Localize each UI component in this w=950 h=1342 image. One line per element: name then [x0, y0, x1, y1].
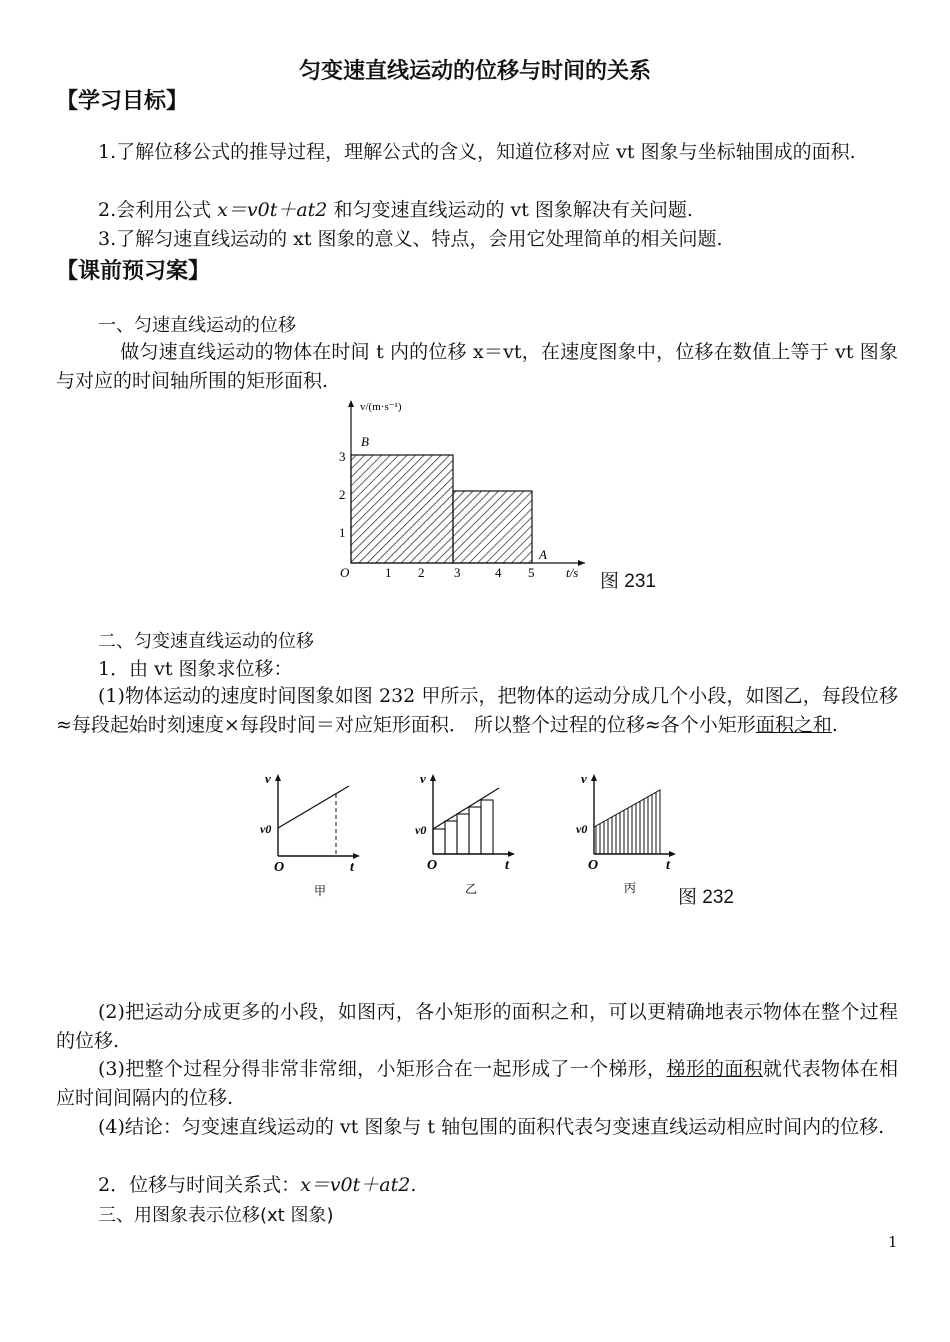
b-bar-5: [481, 800, 493, 854]
t-axis-arrow-icon: [578, 560, 585, 566]
c-v-label: v: [581, 771, 587, 786]
goal-1-text: 1.了解位移公式的推导过程，理解公式的含义，知道位移对应 vt 图象与坐标轴围成的面积.: [98, 141, 856, 163]
a-origin: O: [274, 860, 285, 875]
a-t-label: t: [350, 860, 354, 875]
figure-232-c: [570, 768, 680, 898]
figure-231: [330, 396, 600, 586]
fig231-ytick-3: 3: [339, 449, 346, 464]
section-preview: 【课前预习案】: [56, 259, 211, 284]
section-learning-goals: 【学习目标】: [56, 89, 189, 114]
b-v-arrow-icon: [430, 774, 436, 781]
part2-p1-text: (1)物体运动的速度时间图象如图 232 甲所示，把物体的运动分成几个小段，如图乙，每段位移≈每段起始时刻速度×每段时间＝对应矩形面积． 所以整个过程的位移≈各个小矩形: [56, 685, 898, 736]
goal-1: [56, 138, 898, 167]
fig231-xtick-1: 1: [385, 565, 392, 580]
b-t-arrow-icon: [508, 851, 515, 857]
fig231-ytick-2: 2: [339, 487, 346, 502]
part2-p2-text: (2)把运动分成更多的小段，如图丙，各小矩形的面积之和，可以更精确地表示物体在整个过程的位移.: [56, 1001, 898, 1052]
b-bar-2: [445, 821, 457, 854]
c-trapezoid-area: [594, 790, 660, 854]
part2-p1: [56, 682, 898, 740]
goal-3: [56, 225, 898, 254]
fig231-ytick-1: 1: [339, 525, 346, 540]
fig231-label-b: B: [361, 434, 369, 449]
fig231-label-a: A: [539, 547, 547, 562]
b-origin: O: [427, 858, 438, 873]
fig231-xtick-3: 3: [454, 565, 461, 580]
part2-p4-text: (4)结论：匀变速直线运动的 vt 图象与 t 轴包围的面积代表匀变速直线运动相应时间内的位移.: [98, 1116, 885, 1138]
fig232-caption: 图 232: [678, 887, 734, 908]
figure-232-b: [409, 768, 519, 898]
b-velocity-line: [433, 788, 499, 829]
part2-item1: [56, 655, 898, 684]
fig231-xtick-4: 4: [495, 565, 502, 580]
b-bar-3: [457, 814, 469, 854]
page-title: 匀变速直线运动的位移与时间的关系: [298, 59, 651, 84]
a-panel-label: 甲: [314, 884, 327, 898]
part2-item2: [56, 1171, 898, 1200]
part2-p1-end: .: [831, 714, 838, 736]
part2-heading: 二、匀变速直线运动的位移: [98, 631, 314, 652]
area-rect-2: [453, 491, 532, 563]
b-v-label: v: [420, 771, 426, 786]
part2-p4: [56, 1113, 898, 1142]
b-v0-label: v0: [415, 823, 427, 837]
a-t-arrow-icon: [353, 853, 360, 859]
part2-p3-end: 就代表物体在相应时间间隔内的位移.: [56, 1058, 898, 1109]
c-origin: O: [588, 858, 599, 873]
fig231-xlabel: t/s: [566, 565, 579, 580]
goal-2-post: 和匀变速直线运动的 vt 图象解决有关问题.: [327, 199, 693, 221]
part1-heading: 一、匀速直线运动的位移: [98, 315, 296, 336]
part2-item1-text: 1．由 vt 图象求位移：: [98, 658, 293, 680]
c-v-arrow-icon: [591, 774, 597, 781]
page-number: 1: [888, 1233, 898, 1251]
b-bar-1: [433, 829, 445, 854]
b-panel-label: 乙: [465, 882, 478, 896]
fig231-xtick-5: 5: [528, 565, 535, 580]
part2-p3-underline: 梯形的面积: [666, 1058, 764, 1080]
v-axis-arrow-icon: [348, 400, 354, 407]
part2-p3: [56, 1055, 898, 1113]
goal-2-pre: 2.会利用公式: [98, 199, 218, 221]
b-t-label: t: [505, 858, 509, 873]
part2-item2-pre: 2．位移与时间关系式：: [98, 1174, 301, 1196]
a-v-arrow-icon: [275, 774, 281, 781]
part2-item2-formula: x＝v0t＋at2.: [300, 1174, 417, 1196]
fig231-ylabel: v/(m·s⁻¹): [360, 401, 402, 413]
part3-heading: 三、用图象表示位移(xt 图象): [98, 1205, 334, 1226]
goal-2: [56, 196, 898, 225]
part2-p3-text: (3)把整个过程分得非常非常细，小矩形合在一起形成了一个梯形，: [98, 1058, 667, 1080]
part1-text: 做匀速直线运动的物体在时间 t 内的位移 x＝vt，在速度图象中，位移在数值上等于 vt 图象与对应的时间轴所围的矩形面积.: [56, 341, 898, 392]
a-velocity-line: [278, 786, 349, 828]
a-v-label: v: [265, 771, 271, 786]
c-v0-label: v0: [576, 822, 588, 836]
c-t-label: t: [666, 858, 670, 873]
fig231-caption: 图 231: [600, 571, 656, 592]
a-v0-label: v0: [260, 822, 272, 836]
figure-232-a: [254, 768, 364, 898]
goal-3-text: 3.了解匀速直线运动的 xt 图象的意义、特点，会用它处理简单的相关问题.: [98, 228, 723, 250]
part1-text-block: [56, 338, 898, 396]
goal-2-formula: x＝v0t＋at2: [217, 199, 328, 221]
b-bar-4: [469, 807, 481, 854]
c-t-arrow-icon: [669, 851, 676, 857]
fig231-xtick-2: 2: [418, 565, 425, 580]
fig231-origin: O: [340, 565, 350, 580]
c-panel-label: 丙: [624, 881, 637, 895]
area-rect-1: [351, 455, 453, 563]
part2-p1-underline: 面积之和: [755, 714, 832, 736]
part2-p2: [56, 998, 898, 1056]
